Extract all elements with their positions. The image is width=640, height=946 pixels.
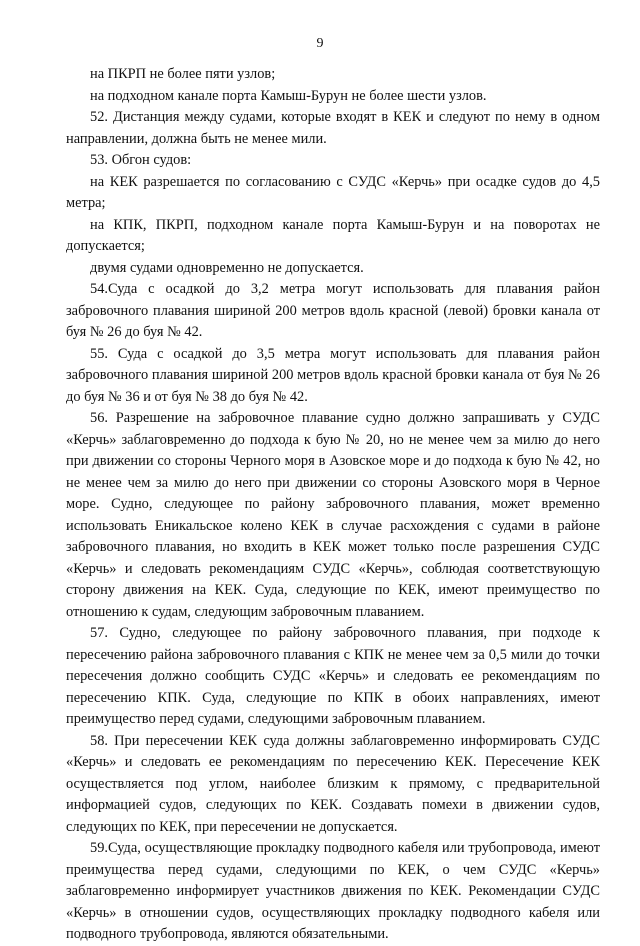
- paragraph-56: 56. Разрешение на забровочное плавание судно должно запрашивать у СУДС «Керчь» заблаговременно до подхода к бую № 20, но не менее чем за милю до него при движении со стороны Черного моря в Азовское море и до подхода к бую № 42, но не менее чем за милю до него при движении со стороны Азовского моря в Черное море. Судно, следующее по району забровочного плавания, может временно использовать Еникальское колено КЕК в случае расхождения с судами в районе забровочного плавания, но входить в КЕК может только после разрешения СУДС «Керчь» и следовать рекомендациям СУДС «Керчь», соблюдая соответствующую сторону движения на КЕК. Суда, следующие по КЕК, имеют преимущество по отношению к судам, следующим забровочным плаванием.: [66, 410, 600, 620]
- paragraph-59: 59.Суда, осуществляющие прокладку подводного кабеля или трубопровода, имеют преимущества перед судами, следующими по КЕК, о чем СУДС «Керчь» заблаговременно информирует участников движения по КЕК. Рекомендации СУДС «Керчь» в отношении судов, осуществляющих прокладку подводного кабеля или подводного трубопровода, являются обязательными.: [66, 840, 600, 942]
- paragraph-57: 57. Судно, следующее по району забровочного плавания, при подходе к пересечению района забровочного плавания с КПК не менее чем за 0,5 мили до точки пересечения должно сообщить СУДС «Керчь» и следовать ее рекомендациям по пересечению КПК. Суда, следующие по КПК в обоих направлениях, имеют преимущество перед судами, следующими забровочным плаванием.: [66, 625, 600, 727]
- paragraph-52-distance: 52. Дистанция между судами, которые входят в КЕК и следуют по нему в одном направлении, должна быть не менее мили.: [66, 109, 600, 147]
- paragraph-speed-pkrp: на ПКРП не более пяти узлов;: [90, 66, 276, 82]
- paragraph-53-kek: на КЕК разрешается по согласованию с СУДС «Керчь» при осадке судов до 4,5 метра;: [66, 173, 600, 211]
- paragraph-58: 58. При пересечении КЕК суда должны заблаговременно информировать СУДС «Керчь» и следовать ее рекомендациям по пересечению КЕК. Пересечение КЕК осуществляется под углом, наиболее близким к прямому, с предварительной информацией судов, следующих по КЕК. Создавать помехи в движении судов, следующих по КЕК, при пересечении не допускается.: [66, 732, 600, 835]
- paragraph-54: 54.Суда с осадкой до 3,2 метра могут использовать для плавания район забровочного плавания шириной 200 метров вдоль красной (левой) бровки канала от буя № 26 до буя № 42.: [66, 281, 600, 340]
- paragraph-speed-kamysh-burun: на подходном канале порта Камыш-Бурун не более шести узлов.: [90, 87, 487, 104]
- document-body: [66, 64, 600, 946]
- paragraph-53-kpk: на КПК, ПКРП, подходном канале порта Камыш-Бурун и на поворотах не допускается;: [66, 216, 600, 254]
- paragraph-53-two-vessels: двумя судами одновременно не допускается.: [90, 259, 364, 276]
- paragraph-53-overtaking: 53. Обгон судов:: [90, 152, 192, 168]
- paragraph-55: 55. Суда с осадкой до 3,5 метра могут использовать для плавания район забровочного плавания шириной 200 метров вдоль красной бровки канала от буя № 26 до буя № 36 и от буя № 38 до буя № 42.: [66, 345, 600, 405]
- page-number: 9: [316, 36, 324, 51]
